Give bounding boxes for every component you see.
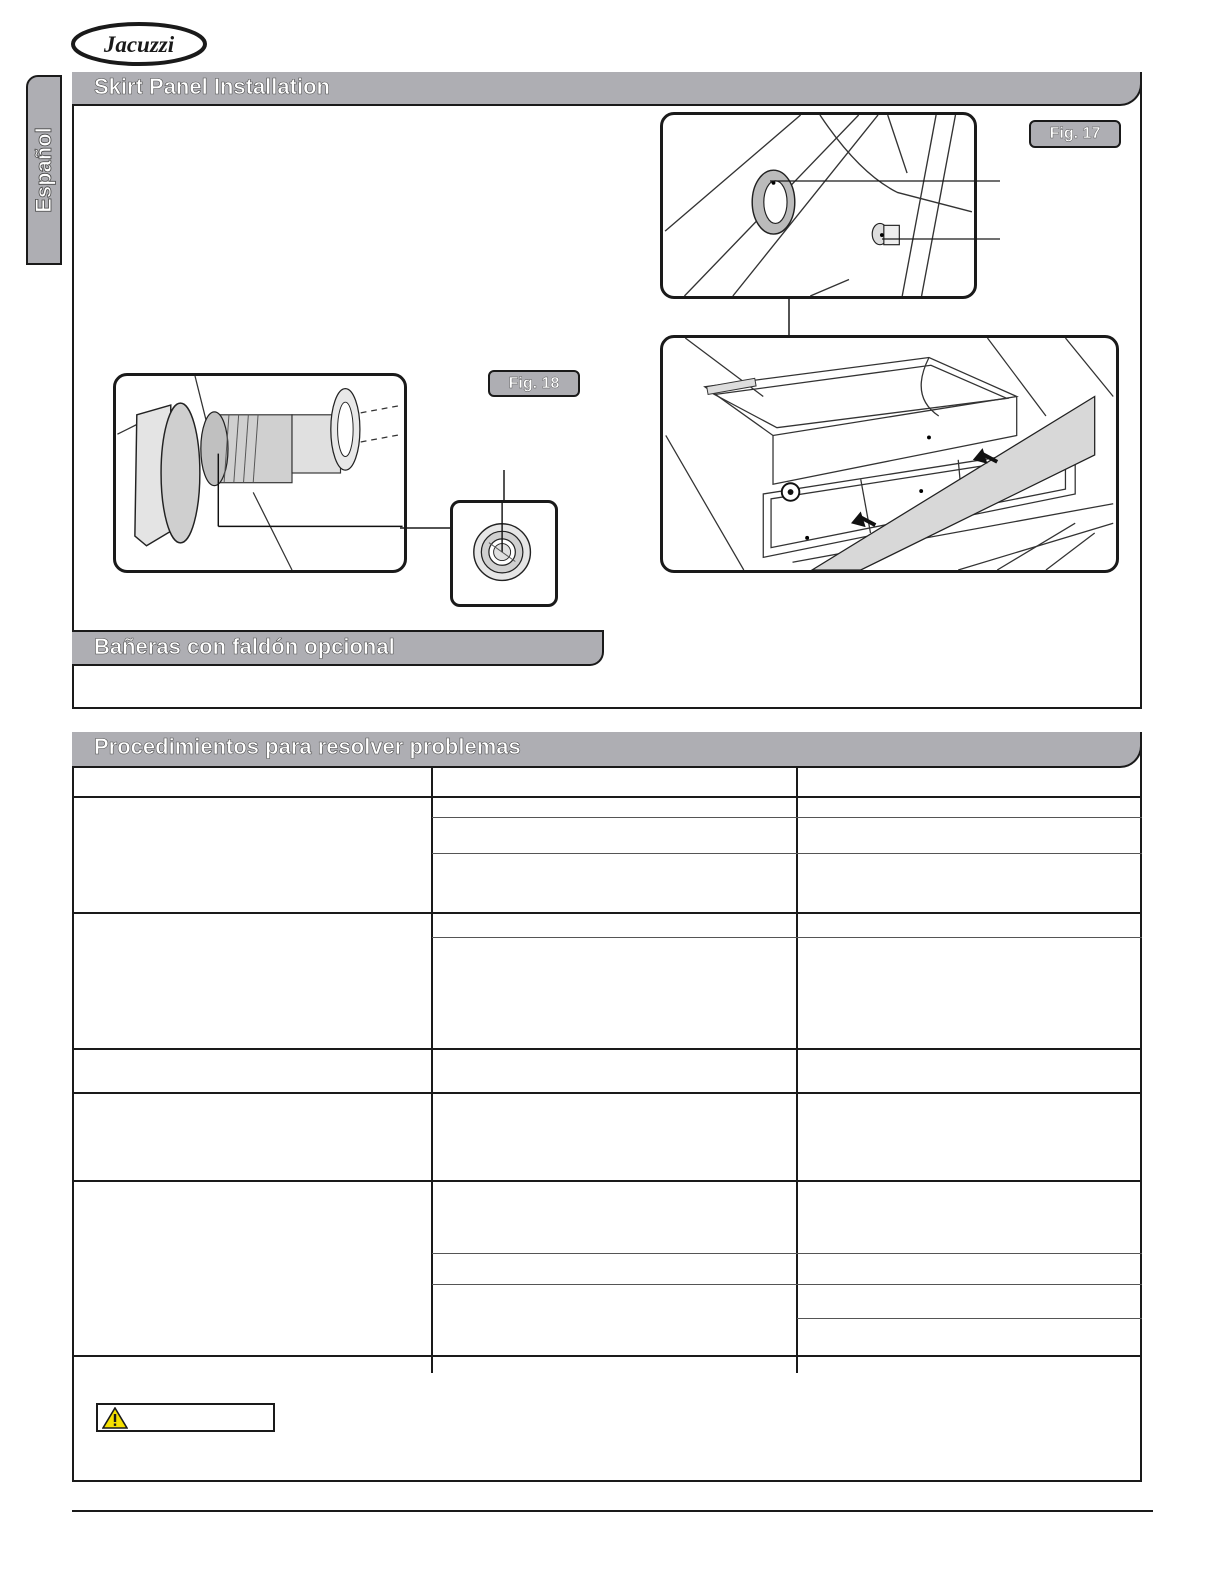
table-subrow-divider	[432, 817, 1142, 818]
warning-box	[96, 1403, 275, 1432]
table-header-divider	[72, 796, 1142, 798]
optional-skirt-header	[72, 630, 604, 666]
table-subrow-divider	[432, 853, 1142, 854]
side-tab-label: Español	[31, 127, 56, 213]
troubleshooting-table	[72, 768, 1142, 1373]
table-row-divider	[72, 912, 1142, 914]
fig-17-label: Fig. 17	[1029, 120, 1121, 148]
logo-text: Jacuzzi	[103, 32, 175, 57]
table-subrow-divider	[432, 1284, 1142, 1285]
table-row-divider	[72, 1092, 1142, 1094]
table-column-divider	[796, 768, 798, 1373]
fig-18-fitting-illustration	[113, 373, 407, 573]
fig-17-bathtub-illustration	[660, 335, 1119, 573]
table-subrow-divider	[432, 1253, 1142, 1254]
optional-skirt-title: Bañeras con faldón opcional	[94, 634, 395, 659]
table-row-divider	[72, 1180, 1142, 1182]
fig-17-leader-lines	[770, 175, 1010, 245]
table-column-divider	[431, 768, 433, 1373]
table-subrow-divider	[797, 1318, 1142, 1319]
skirt-panel-title: Skirt Panel Installation	[94, 74, 330, 99]
troubleshooting-title: Procedimientos para resolver problemas	[94, 734, 521, 759]
language-side-tab[interactable]	[26, 75, 62, 265]
footer-rule	[72, 1510, 1153, 1512]
troubleshooting-header	[72, 732, 1142, 768]
table-row-divider	[72, 1048, 1142, 1050]
skirt-panel-header	[72, 72, 1142, 106]
table-row-divider	[72, 1355, 1142, 1357]
fig-18-label: Fig. 18	[488, 370, 580, 397]
fig-18-inset-illustration	[450, 500, 558, 607]
warning-triangle-icon	[102, 1407, 128, 1429]
jacuzzi-logo	[70, 21, 208, 67]
table-subrow-divider	[432, 937, 1142, 938]
